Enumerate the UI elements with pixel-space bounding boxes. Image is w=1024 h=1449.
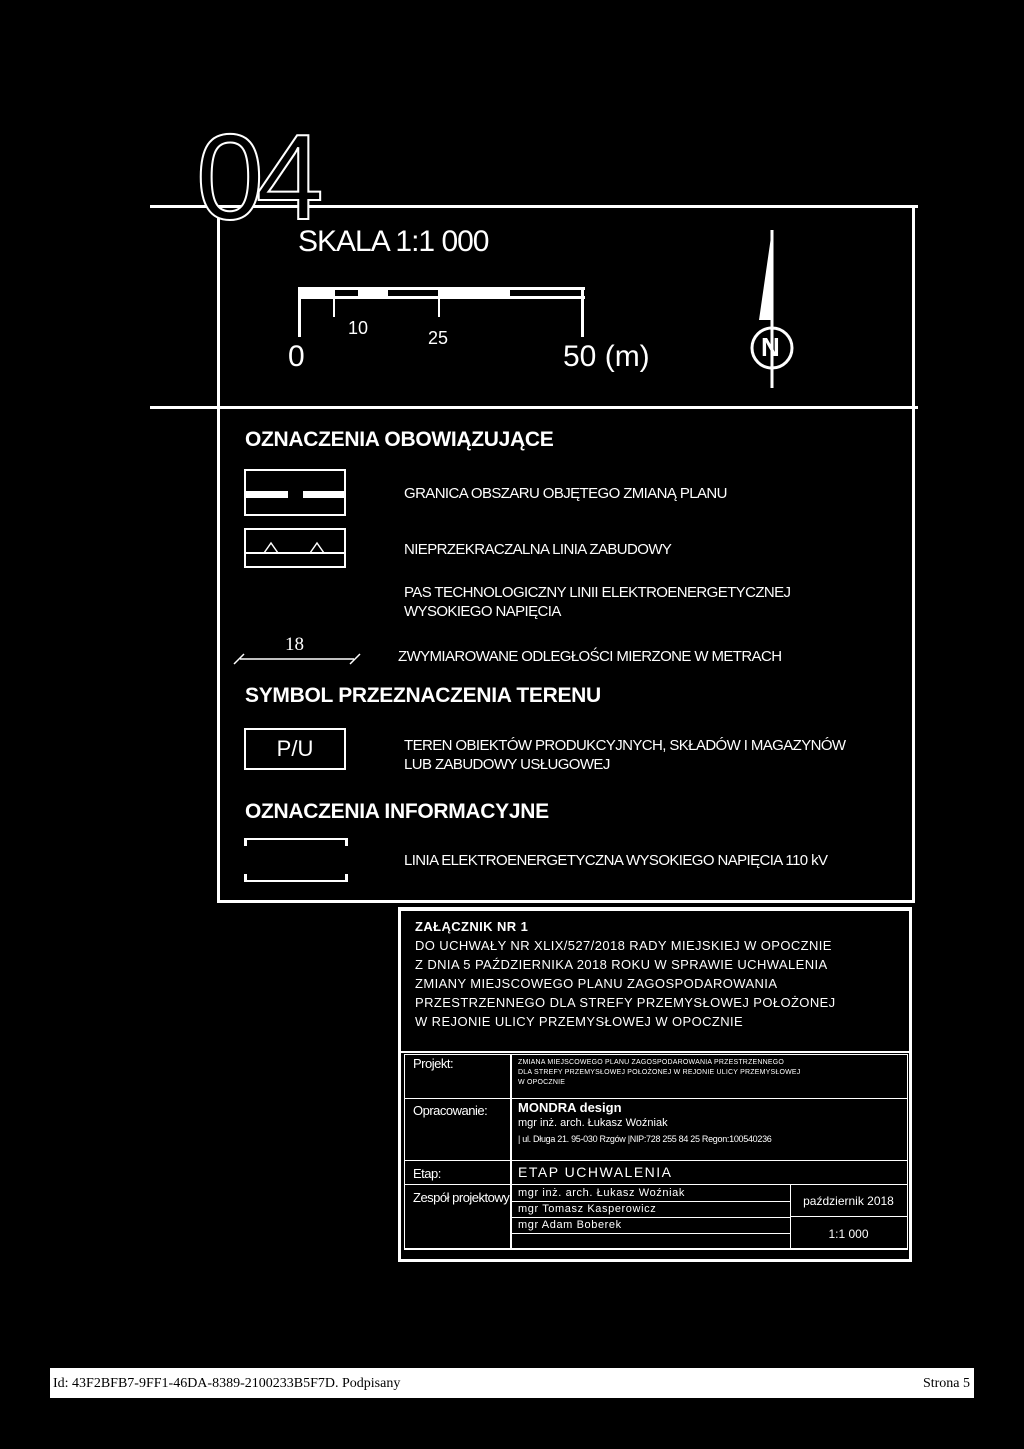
boundary-symbol: [244, 469, 346, 516]
north-letter: N: [761, 332, 780, 362]
stage-value: ETAP UCHWALENIA: [518, 1164, 673, 1180]
symbol-heading: SYMBOL PRZEZNACZENIA TERENU: [245, 684, 601, 707]
prepared-by: [518, 1100, 771, 1147]
attachment-line: DO UCHWAŁY NR XLIX/527/2018 RADY MIEJSKIEJ W OPOCZNIE: [415, 938, 832, 953]
frame-bottom: [217, 900, 915, 903]
project-line: W OPOCZNIE: [518, 1079, 566, 1086]
document-id: Id: 43F2BFB7-9FF1-46DA-8389-2100233B5F7D. Podpisany: [53, 1376, 401, 1391]
dimension-symbol: [232, 632, 362, 668]
pu-code: P/U: [276, 736, 314, 761]
binding-item-boundary: GRANICA OBSZARU OBJĘTEGO ZMIANĄ PLANU: [404, 485, 727, 502]
project-label: Projekt:: [413, 1056, 454, 1071]
stamp-col-divider: [510, 1054, 512, 1250]
pu-symbol-box: [244, 728, 346, 770]
attachment-title: ZAŁĄCZNIK NR 1: [415, 919, 529, 934]
attachment-line: Z DNIA 5 PAŹDZIERNIKA 2018 ROKU W SPRAWIE UCHWALENIA: [415, 957, 828, 972]
company-address: | ul. Długa 21. 95-030 Rzgów |NIP:728 255 84 25 Regon:100540236: [518, 1134, 772, 1144]
page-number: Strona 5: [922, 1376, 970, 1391]
sheet-number: [192, 109, 332, 245]
binding-heading: OZNACZENIA OBOWIĄZUJĄCE: [245, 428, 554, 451]
scale-tick-10: 10: [348, 318, 369, 338]
info-item-power-line: LINIA ELEKTROENERGETYCZNA WYSOKIEGO NAPIĘCIA 110 kV: [404, 852, 828, 869]
project-description: [518, 1058, 800, 1088]
author-name: mgr inż. arch. Łukasz Woźniak: [518, 1117, 668, 1129]
stamp-right-col: [907, 1054, 908, 1250]
stamp-date: październik 2018: [803, 1194, 894, 1208]
scale-title: SKALA 1:1 000: [298, 225, 489, 258]
stamp-inner-top: [404, 1054, 907, 1055]
binding-item-dimensions: ZWYMIAROWANE ODLEGŁOŚCI MIERZONE W METRACH: [398, 648, 782, 665]
company-name: MONDRA design: [518, 1100, 622, 1115]
team-list: [518, 1185, 685, 1233]
symbol-item-pu: [404, 736, 845, 774]
frame-right: [912, 205, 915, 902]
frame-left: [217, 205, 220, 902]
scale-tick-50m: 50 (m): [563, 340, 650, 373]
tech-strip-line2: WYSOKIEGO NAPIĘCIA: [404, 603, 561, 620]
attachment-line: W REJONIE ULICY PRZEMYSŁOWEJ W OPOCZNIE: [415, 1014, 744, 1029]
attachment-line: PRZESTRZENNEGO DLA STREFY PRZEMYSŁOWEJ POŁOŻONEJ: [415, 995, 836, 1010]
attachment-text: [415, 917, 836, 1031]
dimension-value: 18: [285, 634, 304, 655]
team-label: Zespół projektowy:: [413, 1190, 513, 1205]
power-line-symbol: [244, 838, 348, 884]
attachment-line: ZMIANY MIEJSCOWEGO PLANU ZAGOSPODAROWANIA: [415, 976, 778, 991]
stage-label: Etap:: [413, 1166, 441, 1181]
building-line-symbol: [244, 528, 346, 568]
team-member: mgr Adam Boberek: [518, 1219, 622, 1231]
pu-label-line1: TEREN OBIEKTÓW PRODUKCYJNYCH, SKŁADÓW I MAGAZYNÓW: [404, 737, 846, 754]
team-member: mgr inż. arch. Łukasz Woźniak: [518, 1187, 685, 1199]
scale-section-divider: [150, 406, 918, 409]
north-arrow-icon: [742, 228, 802, 388]
binding-item-building-line: NIEPRZEKRACZALNA LINIA ZABUDOWY: [404, 541, 672, 558]
scale-tick-0: 0: [288, 340, 305, 373]
stamp-left-col: [404, 1054, 405, 1250]
info-heading: OZNACZENIA INFORMACYJNE: [245, 800, 549, 823]
pu-label-line2: LUB ZABUDOWY USŁUGOWEJ: [404, 756, 610, 773]
project-line: ZMIANA MIEJSCOWEGO PLANU ZAGOSPODAROWANIA PRZESTRZENNEGO: [518, 1059, 785, 1066]
tech-strip-line1: PAS TECHNOLOGICZNY LINII ELEKTROENERGETYCZNEJ: [404, 584, 791, 601]
footer-bar: [50, 1368, 974, 1398]
scale-bar: [298, 287, 585, 299]
team-member: mgr Tomasz Kasperowicz: [518, 1203, 657, 1215]
sheet-number-text: 04: [196, 109, 316, 245]
project-line: DLA STREFY PRZEMYSŁOWEJ POŁOŻONEJ W REJONIE ULICY PRZEMYSŁOWEJ: [518, 1069, 801, 1076]
binding-item-tech-strip: [404, 583, 790, 621]
scale-tick-25: 25: [428, 328, 449, 348]
prepared-label: Opracowanie:: [413, 1103, 488, 1118]
stamp-scale: 1:1 000: [828, 1227, 869, 1241]
